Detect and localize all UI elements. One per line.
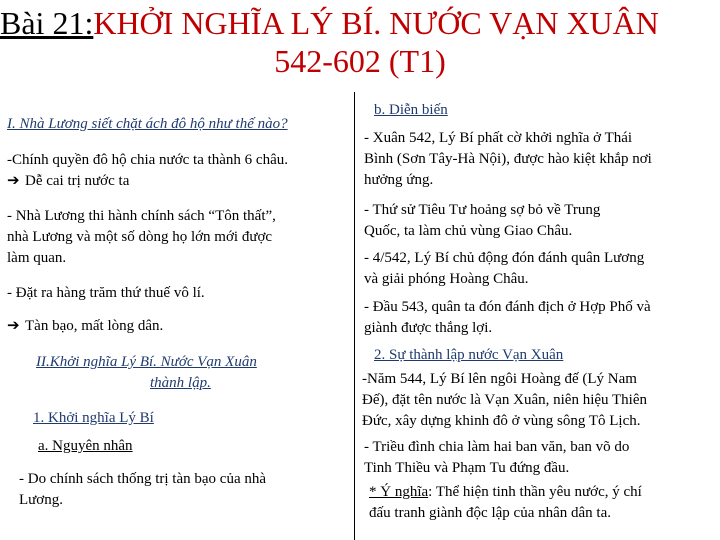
arrow-right-icon: ➔ (7, 173, 20, 189)
lesson-title: KHỞI NGHĨA LÝ BÍ. NƯỚC VẠN XUÂN (93, 5, 659, 41)
left-paragraph-3: - Đặt ra hàng trăm thứ thuế vô lí. (7, 285, 205, 301)
right-paragraph-3-line1: - 4/542, Lý Bí chủ động đón đánh quân Lương (364, 250, 645, 266)
right-paragraph-6-line2: Tinh Thiều và Phạm Tu đứng đầu. (364, 460, 570, 476)
significance-label: * Ý nghĩa (369, 484, 429, 500)
right-paragraph-2-line2: Quốc, ta làm chủ vùng Giao Châu. (364, 223, 573, 239)
left-paragraph-1-line1: -Chính quyền đô hộ chia nước ta thành 6 châu. (7, 152, 288, 168)
right-paragraph-1-line3: hưởng ứng. (364, 172, 434, 188)
lesson-number: Bài 21: (0, 5, 94, 41)
right-paragraph-5-line2: Đế), đặt tên nước là Vạn Xuân, niên hiệu Thiên (362, 392, 648, 408)
right-paragraph-4-line2: giành được thắng lợi. (364, 320, 493, 336)
section-2-heading-line2: thành lập. (150, 375, 211, 391)
column-divider (354, 92, 355, 540)
left-paragraph-1-line2: ➔ Dễ cai trị nước ta (7, 171, 129, 192)
right-paragraph-1-line2: Bình (Sơn Tây-Hà Nội), được hào kiệt khắp nơi (364, 151, 652, 167)
right-paragraph-6-line1: - Triều đình chia làm hai ban văn, ban võ do (364, 439, 630, 455)
significance-line2: đấu tranh giành độc lập của nhân dân ta. (369, 505, 611, 521)
left-paragraph-5-line1: - Do chính sách thống trị tàn bạo của nhà (19, 471, 267, 487)
left-paragraph-2-line2: nhà Lương và một số dòng họ lớn mới được (7, 229, 273, 245)
page-title-line2: 542-602 (T1) (274, 43, 446, 79)
right-paragraph-3-line2: và giải phóng Hoàng Châu. (364, 271, 529, 287)
left-paragraph-2-line1: - Nhà Lương thi hành chính sách “Tôn thất”, (7, 208, 276, 224)
left-conclusion: ➔ Tàn bạo, mất lòng dân. (7, 316, 163, 337)
subsection-1-heading: 1. Khởi nghĩa Lý Bí (33, 410, 154, 426)
significance-line1: * Ý nghĩa: Thể hiện tinh thần yêu nước, ý chí (369, 484, 642, 500)
right-paragraph-2-line1: - Thứ sử Tiêu Tư hoảng sợ bỏ về Trung (364, 202, 601, 218)
page-title-line1 (0, 4, 720, 42)
question-heading: I. Nhà Lương siết chặt ách đô hộ như thế nào? (7, 116, 288, 132)
right-paragraph-1-line1: - Xuân 542, Lý Bí phất cờ khởi nghĩa ở Thái (364, 130, 633, 146)
section-2-heading-line1: II.Khởi nghĩa Lý Bí. Nước Vạn Xuân (36, 354, 257, 370)
right-paragraph-5-line1: -Năm 544, Lý Bí lên ngôi Hoàng đế (Lý Nam (362, 371, 637, 387)
subsection-2-heading: 2. Sự thành lập nước Vạn Xuân (374, 347, 564, 363)
arrow-right-icon: ➔ (7, 318, 20, 334)
right-paragraph-5-line3: Đức, xây dựng khinh đô ở vùng sông Tô Lịch. (362, 413, 641, 429)
left-paragraph-5-line2: Lương. (19, 492, 63, 508)
subsection-b-heading: b. Diễn biến (374, 102, 448, 118)
subsection-a-heading: a. Nguyên nhân (38, 438, 133, 454)
right-paragraph-4-line1: - Đầu 543, quân ta đón đánh địch ở Hợp Phố và (364, 299, 651, 315)
left-paragraph-2-line3: làm quan. (7, 250, 67, 266)
